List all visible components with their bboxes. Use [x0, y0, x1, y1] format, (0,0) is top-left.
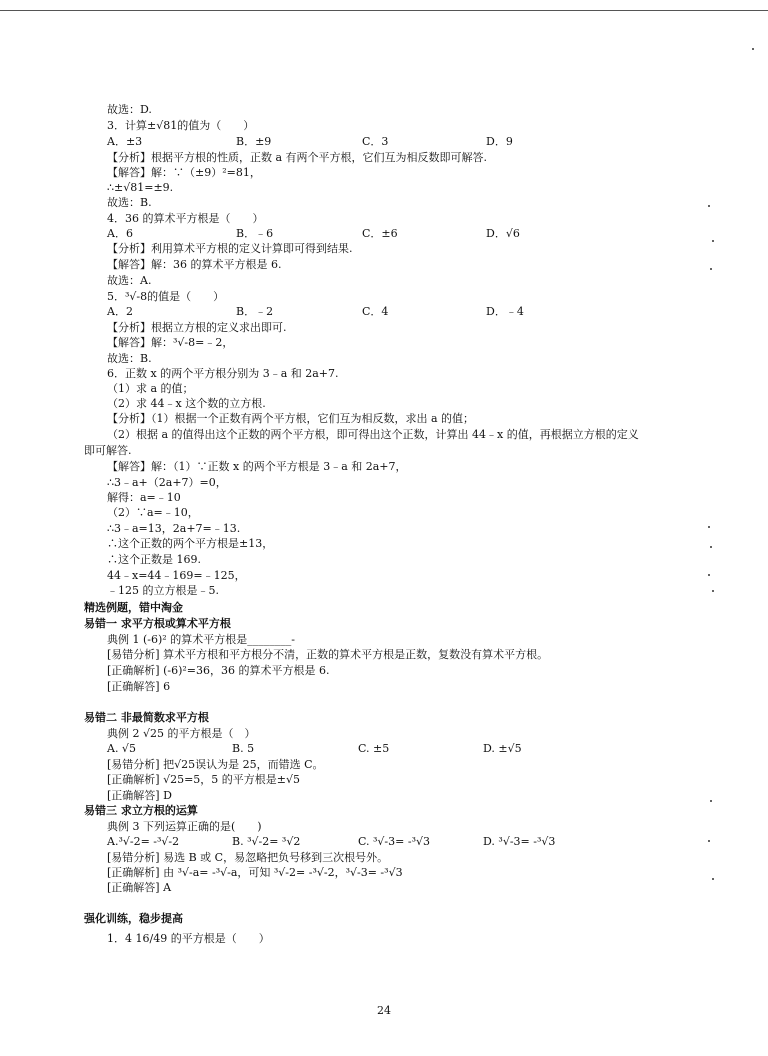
option-c: C．4	[362, 305, 389, 318]
option-b: B．﹣2	[236, 305, 274, 318]
scan-speck	[708, 840, 710, 842]
subsection-heading: 易错三 求立方根的运算	[84, 804, 198, 817]
option-d: D. ³√-3= -³√3	[483, 835, 556, 848]
scan-speck	[752, 48, 754, 50]
text-line: [正确解答] D	[107, 789, 172, 802]
text-line: ∴这个正数是 169.	[107, 553, 201, 566]
option-c: C．±6	[362, 227, 398, 240]
option-b: B．±9	[236, 135, 272, 148]
scan-speck	[708, 205, 710, 207]
example-2: 典例 2 √25 的平方根是（ ）	[107, 727, 256, 740]
option-c: C．3	[362, 135, 389, 148]
text-line: （2）∵a=﹣10，	[107, 506, 199, 519]
section-heading: 精选例题，错中淘金	[84, 601, 183, 614]
text-line: [正确解答] 6	[107, 680, 171, 693]
option-d: D．9	[486, 135, 513, 148]
page-number: 24	[377, 1004, 391, 1017]
text-line: [正确解析] √25=5，5 的平方根是±√5	[107, 773, 301, 786]
scan-speck	[710, 546, 712, 548]
analysis-line: 【分析】根据立方根的定义求出即可.	[107, 321, 287, 334]
exercise-1: 1．4 16/49 的平方根是（ ）	[107, 932, 270, 945]
scan-speck	[712, 240, 714, 242]
question-5: 5．³√-8的值是（ ）	[107, 290, 225, 303]
option-d: D．﹣4	[486, 305, 524, 318]
text-line: 44﹣x=44﹣169=﹣125，	[107, 569, 246, 582]
answer-line: 【解答】解：（1）∵正数 x 的两个平方根是 3﹣a 和 2a+7，	[107, 460, 407, 473]
option-a: A. √5	[107, 742, 136, 755]
option-a: A．6	[107, 227, 133, 240]
text-line: [正确解析] 由 ³√-a= -³√-a，可知 ³√-2= -³√-2，³√-3= -³√3	[107, 866, 403, 879]
scan-speck	[712, 590, 714, 592]
text-line: [正确解析] (-6)²=36，36 的算术平方根是 6.	[107, 664, 330, 677]
scan-speck	[710, 800, 712, 802]
text-line: （2）求 44﹣x 这个数的立方根.	[107, 397, 266, 410]
text-line: 解得：a=﹣10	[107, 491, 181, 504]
scan-speck	[710, 268, 712, 270]
text-line: ∴3﹣a=13，2a+7=﹣13.	[107, 522, 241, 535]
text-line: 故选：B.	[107, 352, 152, 365]
scan-speck	[708, 574, 710, 576]
text-line: 故选：D.	[107, 103, 152, 116]
subsection-heading: 易错一 求平方根或算术平方根	[84, 617, 231, 630]
text-line: [易错分析] 算术平方根和平方根分不清，正数的算术平方根是正数，复数没有算术平方根。	[107, 648, 549, 661]
text-line: （2）根据 a 的值得出这个正数的两个平方根，即可得出这个正数，计算出 44﹣x 的值，再根据立方根的定义	[107, 428, 639, 441]
text-line: [易错分析] 把√25误认为是 25，而错选 C。	[107, 758, 324, 771]
option-d: D. ±√5	[483, 742, 522, 755]
section-heading: 强化训练，稳步提高	[84, 912, 183, 925]
option-c: C. ³√-3= -³√3	[358, 835, 430, 848]
top-rule	[0, 10, 768, 11]
option-a: A．2	[107, 305, 133, 318]
scan-speck	[712, 878, 714, 880]
text-line: （1）求 a 的值；	[107, 382, 194, 395]
text-line: 故选：A.	[107, 274, 152, 287]
text-line: 故选：B.	[107, 196, 152, 209]
text-line: 即可解答.	[84, 444, 132, 457]
question-6: 6．正数 x 的两个平方根分别为 3﹣a 和 2a+7.	[107, 367, 339, 380]
answer-line: 【解答】解：³√-8=﹣2，	[107, 336, 234, 349]
text-line: ∴这个正数的两个平方根是±13，	[107, 537, 274, 550]
question-3: 3．计算±√81的值为（ ）	[107, 119, 255, 132]
example-3: 典例 3 下列运算正确的是( )	[107, 820, 262, 833]
analysis-line: 【分析】根据平方根的性质，正数 a 有两个平方根，它们互为相反数即可解答.	[107, 151, 488, 164]
example-1: 典例 1 (-6)² 的算术平方根是________-	[107, 633, 295, 646]
option-d: D．√6	[486, 227, 520, 240]
option-a: A．±3	[107, 135, 143, 148]
answer-line: 【解答】解：∵（±9）²=81，	[107, 166, 261, 179]
answer-line: 【解答】解：36 的算术平方根是 6.	[107, 258, 282, 271]
text-line: [正确解答] A	[107, 881, 172, 894]
text-line: ∴±√81=±9.	[107, 181, 174, 194]
option-b: B．﹣6	[236, 227, 274, 240]
text-line: [易错分析] 易选 B 或 C，易忽略把负号移到三次根号外。	[107, 851, 389, 864]
analysis-line: 【分析】（1）根据一个正数有两个平方根，它们互为相反数，求出 a 的值；	[107, 412, 475, 425]
option-a: A.³√-2= -³√-2	[107, 835, 180, 848]
option-c: C. ±5	[358, 742, 390, 755]
option-b: B. ³√-2= ³√2	[232, 835, 301, 848]
question-4: 4．36 的算术平方根是（ ）	[107, 212, 264, 225]
analysis-line: 【分析】利用算术平方根的定义计算即可得到结果.	[107, 242, 353, 255]
text-line: ∴3﹣a+（2a+7）=0，	[107, 476, 227, 489]
subsection-heading: 易错二 非最简数求平方根	[84, 711, 209, 724]
scan-speck	[708, 526, 710, 528]
option-b: B. 5	[232, 742, 255, 755]
text-line: ﹣125 的立方根是﹣5.	[107, 584, 219, 597]
